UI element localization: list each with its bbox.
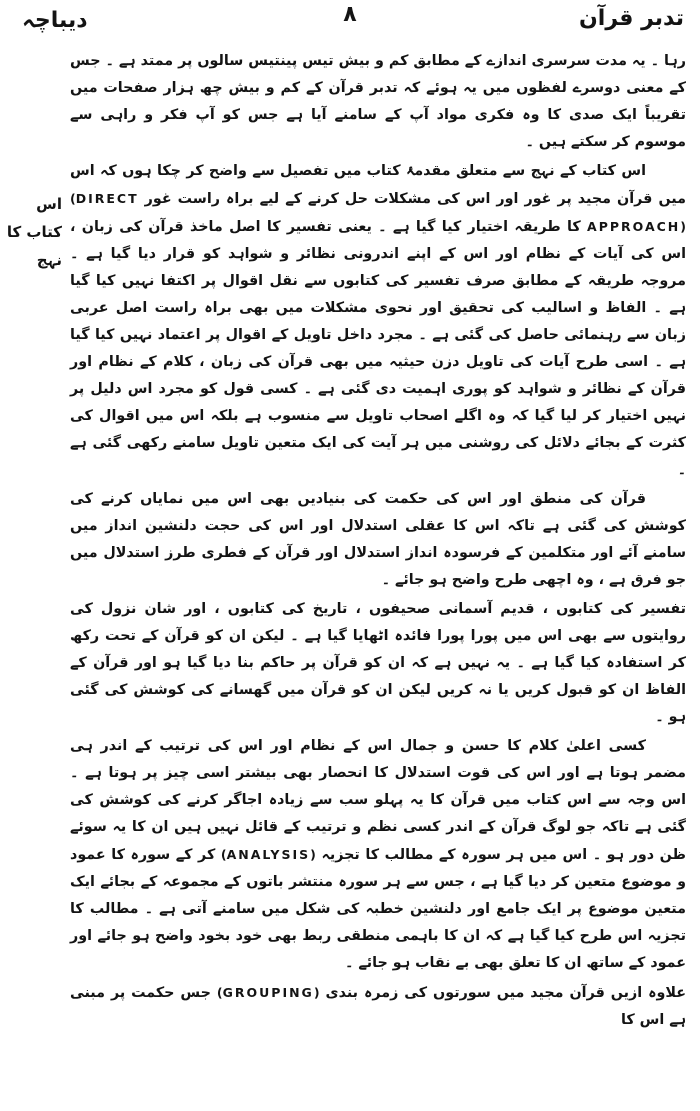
margin-note: اس کتاب کا نہج <box>6 195 62 269</box>
paragraph-2: اس کتاب کے نہج سے متعلق مقدمۂ کتاب میں تفصیل سے واضح کر چکا ہوں کہ اس میں قرآن مجید پر غور اور اس کی مشکلات حل کرنے کے لیے براہ راست غور (DIRECT APPROACH) کا طریقہ اختیار کیا گیا ہے ۔ یعنی تفسیر کا اصل ماخذ قرآن کی زبان ، اس کی آیات کے نظام اور اس کے اپنے اندرونی نظائر و شواہد کو قرار دیا گیا ہے ۔ مروجہ طریقہ کے مطابق صرف تفسیر کی کتابوں سے نقل اقوال پر اکتفا نہیں کیا گیا ہے ۔ الفاظ و اسالیب کی تحقیق اور نحوی مشکلات میں بھی براہ راست اصل عربی زبان سے رہنمائی حاصل کی گئی ہے ۔ مجرد داخل تاویل کے اقوال پر اعتماد نہیں کیا گیا ہے ۔ اسی طرح آیات کی تاویل دزن حیثیہ میں بھی قرآن کی زبان ، کلام کے نظام اور قرآن کے نظائر و شواہد کو پوری اہمیت دی گئی ہے ۔ کسی قول کو مجرد اس دلیل پر نہیں اختیار کر لیا گیا کہ وہ اگلے اصحاب تاویل سے منسوب ہے بلکہ اس میں اقوال کی کثرت کے بجائے دلائل کی روشنی میں ہر آیت کی ایک متعین تاویل سامنے رکھی گئی ہے ۔ <box>70 163 686 478</box>
running-section-title: دیباچہ <box>22 8 88 33</box>
latin-term-grouping: (GROUPING) <box>216 985 320 1000</box>
running-book-title: تدبر قرآن <box>579 6 684 31</box>
latin-term-direct-approach: (DIRECT APPROACH) <box>70 191 686 234</box>
paragraph-1: رہا ۔ یہ مدت سرسری اندازے کے مطابق کم و بیش تیس پینتیس سالوں پر ممتد ہے ۔ جس کے معنی دوسرے لفظوں میں یہ ہوئے کہ تدبر قرآن کے کم و بیش چھ ہزار صفحات میں تقریباً ایک صدی کا وہ فکری مواد آپ کے سامنے آیا ہے جس کو آپ فکر و راہی سے موسوم کر سکتے ہیں ۔ <box>70 53 686 150</box>
body-text <box>70 48 686 1034</box>
paragraph-4: تفسیر کی کتابوں ، قدیم آسمانی صحیفوں ، تاریخ کی کتابوں ، اور شان نزول کی روایتوں سے بھی اس میں پورا پورا فائدہ اٹھایا گیا ہے ۔ لیکن ان کو قرآن کے تحت رکھ کر استفادہ کیا گیا ہے ۔ یہ نہیں ہے کہ ان کو قرآن پر حاکم بنا دیا گیا ہو اور قرآن کے الفاظ ان کو قبول کریں یا نہ کریں لیکن ان کو قرآن میں گھسانے کی کوشش کی گئی ہو ۔ <box>70 601 686 725</box>
latin-term-analysis: (ANALYSIS) <box>220 847 316 862</box>
page-header <box>0 0 700 48</box>
paragraph-3: قرآن کی منطق اور اس کی حکمت کی بنیادیں بھی اس میں نمایاں کرنے کی کوشش کی گئی ہے تاکہ اس کا عقلی استدلال اور اس کی حجت دلنشین انداز میں سامنے آئے اور متکلمین کے فرسودہ انداز استدلال اور قرآن کے فطری طرز استدلال میں جو فرق ہے ، وہ اچھی طرح واضح ہو جائے ۔ <box>70 491 686 588</box>
paragraph-6: علاوہ ازیں قرآن مجید میں سورتوں کی زمرہ بندی (GROUPING) جس حکمت پر مبنی ہے اس کا <box>70 985 686 1028</box>
paragraph-5: کسی اعلیٰ کلام کا حسن و جمال اس کے نظام اور اس کی ترتیب کے اندر ہی مضمر ہوتا ہے اور اس کی قوت استدلال کا انحصار بھی بیشتر اسی چیز پر ہوتا ہے ۔ اس وجہ سے اس کتاب میں قرآن کا یہ پہلو سب سے زیادہ اجاگر کرنے کی کوشش کی گئی ہے تاکہ جو لوگ قرآن کے اندر کسی نظم و ترتیب کے قائل نہیں ہیں ان کا یہ سوئے ظن دور ہو ۔ اس میں ہر سورہ کے مطالب کا تجزیہ (ANALYSIS) کر کے سورہ کا عمود و موضوع متعین کر دیا گیا ہے ، جس سے ہر سورہ منتشر باتوں کے مجموعہ کے بجائے ایک متعین موضوع پر ایک جامع اور دلنشین خطبہ کی شکل میں سامنے آتی ہے ۔ مطالب کا تجزیہ اس طرح کیا گیا ہے کہ ان کا باہمی منطقی ربط بھی خود بخود واضح ہو جائے اور عمود کے ساتھ ان کا تعلق بھی بے نقاب ہو جائے ۔ <box>70 738 686 971</box>
page-number: ۸ <box>343 2 357 27</box>
